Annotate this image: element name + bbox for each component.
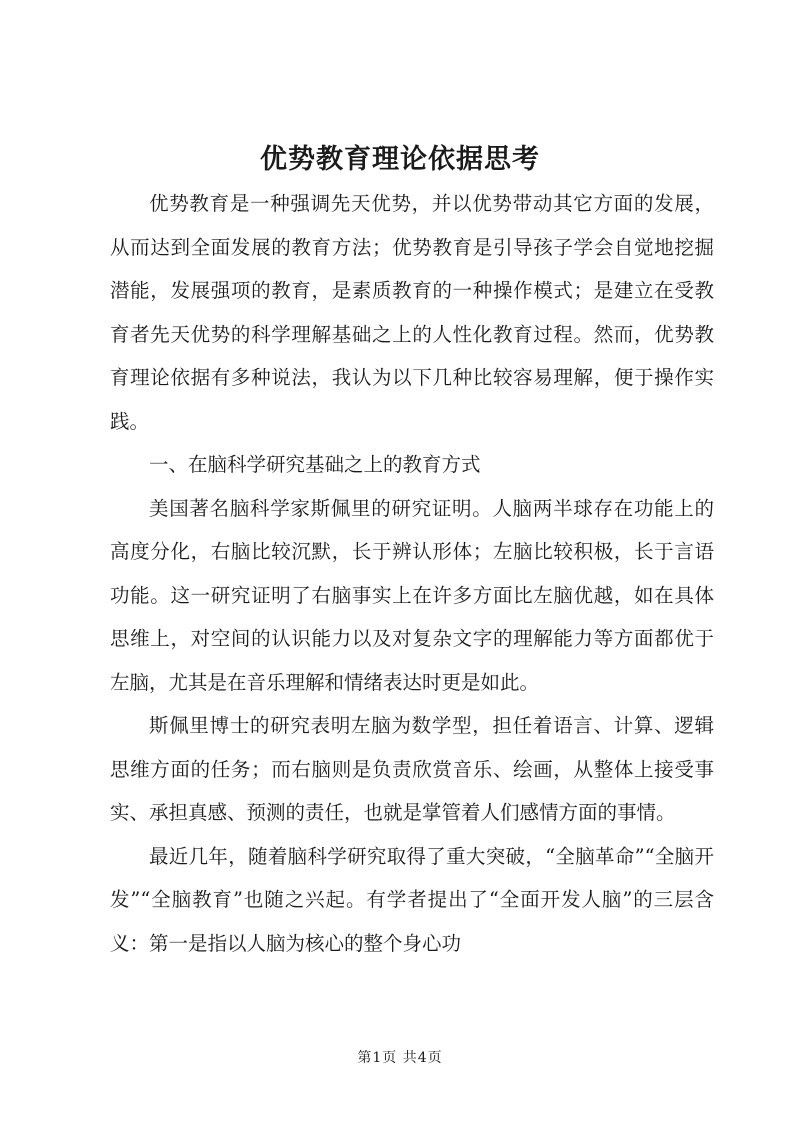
paragraph: 最近几年，随着脑科学研究取得了重大突破，“全脑革命”“全脑开发”“全脑教育”也随之兴起。有学者提出了“全面开发人脑”的三层含义：第一是指以人脑为核心的整个身心功 <box>110 844 714 955</box>
document-title: 优势教育理论依据思考 <box>260 144 540 175</box>
paragraph: 斯佩里博士的研究表明左脑为数学型，担任着语言、计算、逻辑思维方面的任务；而右脑则是负责欣赏音乐、绘画，从整体上接受事实、承担真感、预测的责任，也就是掌管着人们感情方面的事情。 <box>110 714 714 824</box>
section-heading: 一、在脑科学研究基础之上的教育方式 <box>149 453 481 476</box>
paragraph: 美国著名脑科学家斯佩里的研究证明。人脑两半球存在功能上的高度分化，右脑比较沉默，长于辨认形体；左脑比较积极，长于言语功能。这一研究证明了右脑事实上在许多方面比左脑优越，如在具体思维上，对空间的认识能力以及对复杂文字的理解能力等方面都优于左脑，尤其是在音乐理解和情绪表达时更是如此。 <box>110 496 714 694</box>
paragraph: 优势教育是一种强调先天优势，并以优势带动其它方面的发展，从而达到全面发展的教育方法；优势教育是引导孩子学会自觉地挖掘潜能，发展强项的教育，是素质教育的一种操作模式；是建立在受教育者先天优势的科学理解基础之上的人性化教育过程。然而，优势教育理论依据有多种说法，我认为以下几种比较容易理解，便于操作实践。 <box>110 192 714 433</box>
document-body <box>110 182 714 965</box>
page-footer: 第1页 共4页 <box>357 1050 443 1066</box>
